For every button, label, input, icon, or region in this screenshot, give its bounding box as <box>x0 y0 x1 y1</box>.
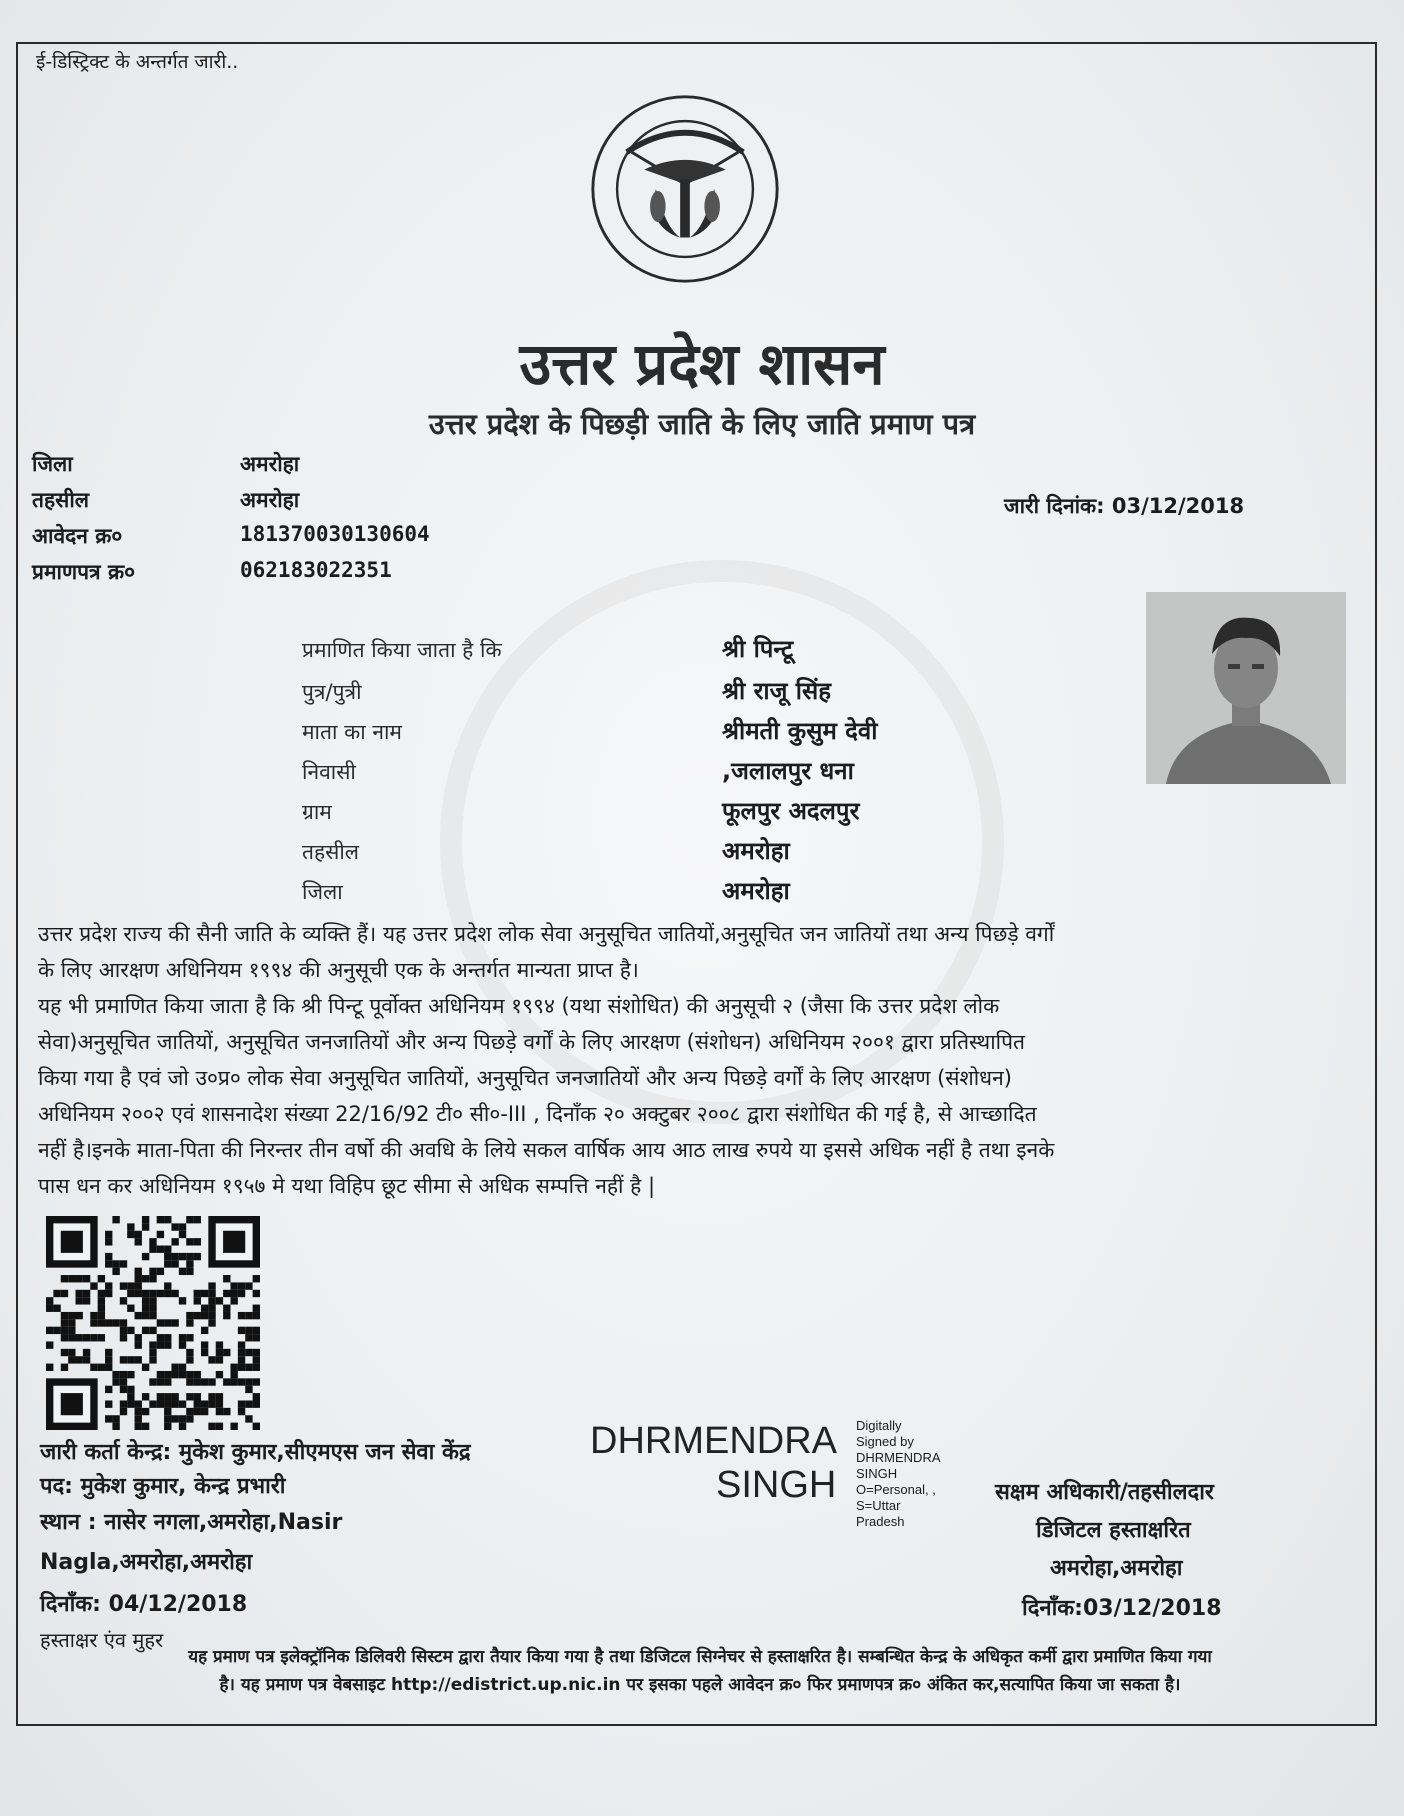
paragraph-line: उत्तर प्रदेश राज्य की सैनी जाति के व्यक्ति हैं। यह उत्तर प्रदेश लोक सेवा अनुसूचित जातियों,अनुसूचित जन जातियों तथा अन्य पिछड़े वर्गों <box>38 922 1055 946</box>
footer-note-line2: है। यह प्रमाण पत्र वेबसाइट http://edistrict.up.nic.in पर इसका पहले आवेदन क्र० फिर प्रमाणपत्र क्र० अंकित कर,सत्यापित किया जा सकता है। <box>219 1675 1181 1695</box>
sign-label: हस्ताक्षर एंव मुहर <box>40 1628 164 1652</box>
district-label: जिला <box>32 452 73 476</box>
tehsil-label: तहसील <box>32 488 89 512</box>
paragraph-line: यह भी प्रमाणित किया जाता है कि श्री पिन्टू पूर्वोक्त अधिनियम १९९४ (यथा संशोधित) की अनुसूची २ (जैसा कि उत्तर प्रदेश लोक <box>38 994 1000 1018</box>
certificate-number: 062183022351 <box>240 558 392 582</box>
paragraph-line: अधिनियम २००२ एवं शासनादेश संख्या 22/16/92 टी० सी०-III , दिनाँक २० अक्टुबर २००८ द्वारा संशोधित की गई है, से आच्छादित <box>38 1102 1037 1126</box>
document-subtitle: उत्तर प्रदेश के पिछड़ी जाति के लिए जाति प्रमाण पत्र <box>428 407 976 441</box>
paragraph-line: किया गया है एवं जो उ०प्र० लोक सेवा अनुसूचित जातियों, अनुसूचित जनजातियों और अन्य पिछड़े वर्गों के लिए आरक्षण (संशोधन) <box>38 1066 1012 1090</box>
field-value-name: श्री पिन्टू <box>722 635 794 663</box>
field-label-village: ग्राम <box>302 800 332 824</box>
authority-date: दिनाँक:03/12/2018 <box>1022 1596 1222 1621</box>
footer-note-line1: यह प्रमाण पत्र इलेक्ट्रॉनिक डिलिवरी सिस्टम द्वारा तैयार किया गया है तथा डिजिटल सिग्नेचर से हस्ताक्षरित है। सम्बन्धित केन्द्र के अधिकृत कर्मी द्वारा प्रमाणित किया गया <box>188 1647 1212 1667</box>
paragraph-line: सेवा)अनुसूचित जातियों, अनुसूचित जनजातियों और अन्य पिछड़े वर्गों के लिए आरक्षण (संशोधन) अधिनियम २००१ द्वारा प्रतिस्थापित <box>38 1030 1026 1054</box>
authority-signed: डिजिटल हस्ताक्षरित <box>1036 1518 1191 1543</box>
dsig-line: DHRMENDRA <box>856 1450 941 1465</box>
dsig-line: O=Personal, , <box>856 1482 936 1497</box>
signer-name-line2: SINGH <box>716 1464 837 1506</box>
dsig-line: SINGH <box>856 1466 898 1481</box>
dsig-line: Signed by <box>856 1434 914 1449</box>
issuer-date: दिनाँक: 04/12/2018 <box>40 1592 248 1617</box>
field-value-mother: श्रीमती कुसुम देवी <box>722 717 878 745</box>
issuer-place-2: Nagla,अमरोहा,अमरोहा <box>40 1550 253 1575</box>
tehsil-value: अमरोहा <box>240 488 300 512</box>
certification-paragraph <box>38 988 1358 1204</box>
field-label-tehsil: तहसील <box>302 840 359 864</box>
field-value-resident: ,जलालपुर धना <box>722 757 854 785</box>
issuer-place: स्थान : नासेर नगला,अमरोहा,Nasir <box>40 1510 343 1535</box>
paragraph-line: नहीं है।इनके माता-पिता की निरन्तर तीन वर्षो की अवधि के लिये सकल वार्षिक आय आठ लाख रुपये या इससे अधिक नहीं है तथा इनके <box>38 1138 1055 1162</box>
paragraph-line: के लिए आरक्षण अधिनियम १९९४ की अनुसूची एक के अन्तर्गत मान्यता प्राप्त है। <box>38 958 639 982</box>
field-label-mother: माता का नाम <box>302 720 402 744</box>
issuer-post: पद: मुकेश कुमार, केन्द्र प्रभारी <box>40 1474 286 1499</box>
field-label-resident: निवासी <box>302 760 356 784</box>
authority-place: अमरोहा,अमरोहा <box>1050 1556 1183 1581</box>
application-number: 181370030130604 <box>240 522 430 546</box>
application-label: आवेदन क्र० <box>32 524 123 548</box>
dsig-line: S=Uttar <box>856 1498 901 1513</box>
up-government-emblem <box>588 92 782 286</box>
dsig-line: Digitally <box>856 1418 902 1433</box>
issuer-center: जारी कर्ता केन्द्र: मुकेश कुमार,सीएमएस जन सेवा केंद्र <box>40 1440 471 1465</box>
field-label-certified: प्रमाणित किया जाता है कि <box>302 638 502 662</box>
applicant-photo <box>1146 592 1346 784</box>
field-label-district: जिला <box>302 880 343 904</box>
paragraph-line: पास धन कर अधिनियम १९५७ मे यथा विहिप छूट सीमा से अधिक सम्पत्ति नहीं है | <box>38 1174 656 1198</box>
certificate-label: प्रमाणपत्र क्र० <box>32 560 136 584</box>
field-value-district: अमरोहा <box>722 877 790 905</box>
digital-signature-block <box>856 1418 941 1530</box>
field-value-village: फूलपुर अदलपुर <box>722 797 860 825</box>
edistrict-note: ई-डिस्ट्रिक्ट के अन्तर्गत जारी.. <box>36 51 239 73</box>
caste-paragraph <box>38 916 1358 988</box>
field-label-child-of: पुत्र/पुत्री <box>302 680 362 704</box>
district-value: अमरोहा <box>240 452 300 476</box>
field-value-father: श्री राजू सिंह <box>722 677 831 705</box>
field-value-tehsil: अमरोहा <box>722 837 790 865</box>
signer-name-line1: DHRMENDRA <box>590 1420 837 1462</box>
authority-title: सक्षम अधिकारी/तहसीलदार <box>995 1480 1214 1505</box>
document-title: उत्तर प्रदेश शासन <box>519 330 885 398</box>
issue-date: जारी दिनांक: 03/12/2018 <box>1004 494 1245 518</box>
dsig-line: Pradesh <box>856 1514 905 1529</box>
qr-code[interactable] <box>46 1216 260 1430</box>
